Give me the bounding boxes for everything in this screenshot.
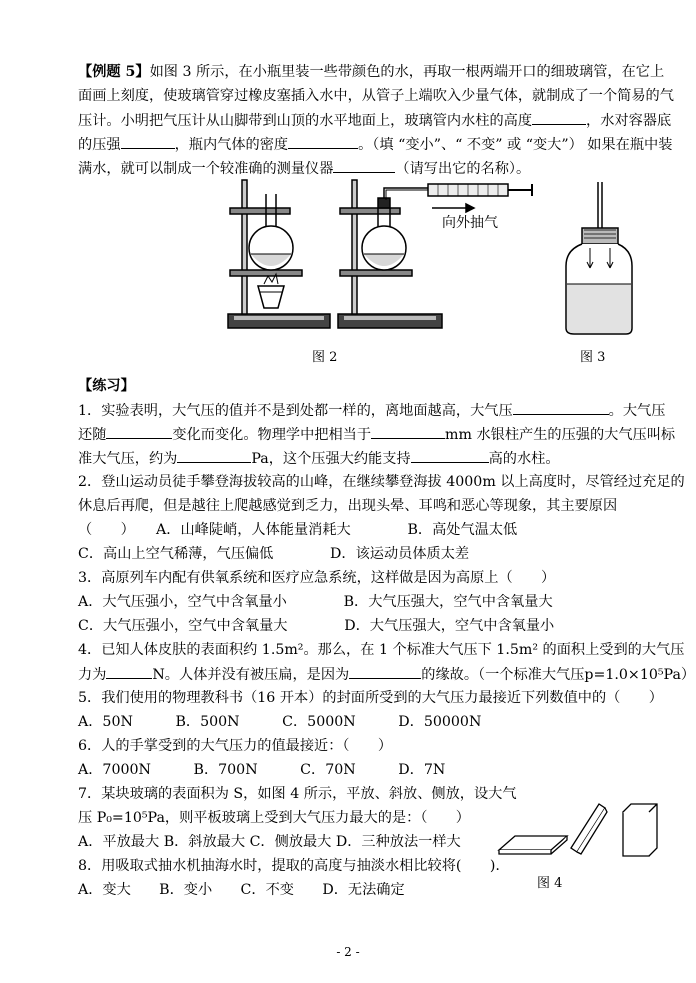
figure-3-caption: 图 3 — [580, 350, 606, 365]
right-iron-stand — [338, 180, 532, 328]
answer-blank — [333, 158, 395, 173]
q2-line2: 休息后再爬，但是越往上爬越感觉到乏力，出现头晕、耳鸣和恶心等现象，其主要原因 — [78, 498, 618, 514]
q6-line1: 6．人的手掌受到的大气压力的值最接近：（ ） — [78, 738, 393, 754]
q5-line1: 5．我们使用的物理教科书（16 开本）的封面所受到的大气压力最接近下列数值中的（ ） — [78, 690, 663, 706]
q1-line1: 1．实验表明，大气压的值并不是到处都一样的，离地面越高，大气压 。大气压 — [78, 400, 665, 421]
q3-line3: C．大气压强小，空气中含氧量大 D．大气压强大，空气中含氧量小 — [78, 618, 555, 634]
answer-blank — [177, 448, 251, 463]
answer-blank — [513, 400, 609, 415]
example5-line4: 的压强 ，瓶内气体的密度 。（填 “变小”、“ 不变” 或 “变大”） 如果在瓶中装 — [78, 134, 672, 155]
answer-blank — [371, 424, 445, 439]
q6-line2: A．7000N B．700N C．70N D．7N — [78, 762, 446, 778]
answer-blank — [532, 110, 586, 125]
figure-4-caption: 图 4 — [537, 876, 563, 891]
figure-4-glass-plates — [495, 796, 665, 868]
figure-3-bottle-barometer — [562, 180, 632, 340]
practice-heading: 【练习】 — [78, 378, 135, 394]
q2-line1: 2．登山运动员徒手攀登海拔较高的山峰，在继续攀登海拔 4000m 以上高度时，尽管经过充足的 — [78, 474, 685, 490]
answer-blank — [106, 424, 172, 439]
answer-blank — [411, 448, 489, 463]
q8-line2: A．变大 B．变小 C．不变 D．无法确定 — [78, 882, 405, 898]
example5-line1: 【例题 5】如图 3 所示，在小瓶里装一些带颜色的水，再取一根两端开口的细玻璃管，在它上 — [78, 64, 665, 80]
example5-tag: 【例题 5】 — [78, 64, 150, 80]
example5-line5: 满水，就可以制成一个较准确的测量仪器 （请写出它的名称）。 — [78, 158, 530, 179]
answer-blank — [349, 664, 421, 679]
answer-blank — [121, 134, 175, 149]
q7-line3: A．平放最大 B．斜放最大 C．侧放最大 D．三种放法一样大 — [78, 834, 461, 850]
suction-arrow-label: 向外抽气 — [442, 215, 498, 231]
q8-line1: 8．用吸取式抽水机抽海水时，提取的高度与抽淡水相比较将( ). — [78, 858, 500, 874]
answer-blank — [106, 664, 152, 679]
q3-line1: 3．高原列车内配有供氧系统和医疗应急系统，这样做是因为高原上（ ） — [78, 570, 556, 586]
q4-line2: 力为 N。人体并没有被压扁，是因为 的缘故。（一个标准大气压p=1.0×10⁵Pa） — [78, 664, 695, 685]
example5-line2: 面画上刻度，使玻璃管穿过橡皮塞插入水中，从管子上端吹入少量气体，就制成了一个简易的气 — [78, 88, 674, 104]
answer-blank — [288, 134, 358, 149]
page-number: - 2 - — [336, 945, 360, 959]
q2-line4: C．高山上空气稀薄，气压偏低 D．该运动员体质太差 — [78, 546, 470, 562]
q4-line1: 4．已知人体皮肤的表面积约 1.5m²。那么，在 1 个标准大气压下 1.5m² 的面积上受到的大气压 — [78, 642, 685, 658]
q2-line3: （ ） A．山峰陡峭，人体能量消耗大 B．高处气温太低 — [78, 522, 518, 538]
left-iron-stand — [228, 180, 330, 328]
q5-line2: A．50N B．500N C．5000N D．50000N — [78, 714, 482, 730]
example5-line3: 压计。小明把气压计从山脚带到山顶的水平地面上，玻璃管内水柱的高度 ，水对容器底 — [78, 110, 671, 131]
q7-line2: 压 P₀=10⁵Pa，则平板玻璃上受到大气压力最大的是：（ ） — [78, 810, 470, 826]
figure-2-apparatus — [220, 178, 550, 338]
figure-2-caption: 图 2 — [312, 350, 338, 365]
q7-line1: 7．某块玻璃的表面积为 S，如图 4 所示，平放、斜放、侧放，设大气 — [78, 786, 517, 802]
q1-line3: 准大气压，约为 Pa，这个压强大约能支持 高的水柱。 — [78, 448, 560, 469]
q1-line2: 还随 变化而变化。物理学中把相当于 mm 水银柱产生的压强的大气压叫标 — [78, 424, 675, 445]
q3-line2: A．大气压强小，空气中含氧量小 B．大气压强大，空气中含氧量大 — [78, 594, 553, 610]
